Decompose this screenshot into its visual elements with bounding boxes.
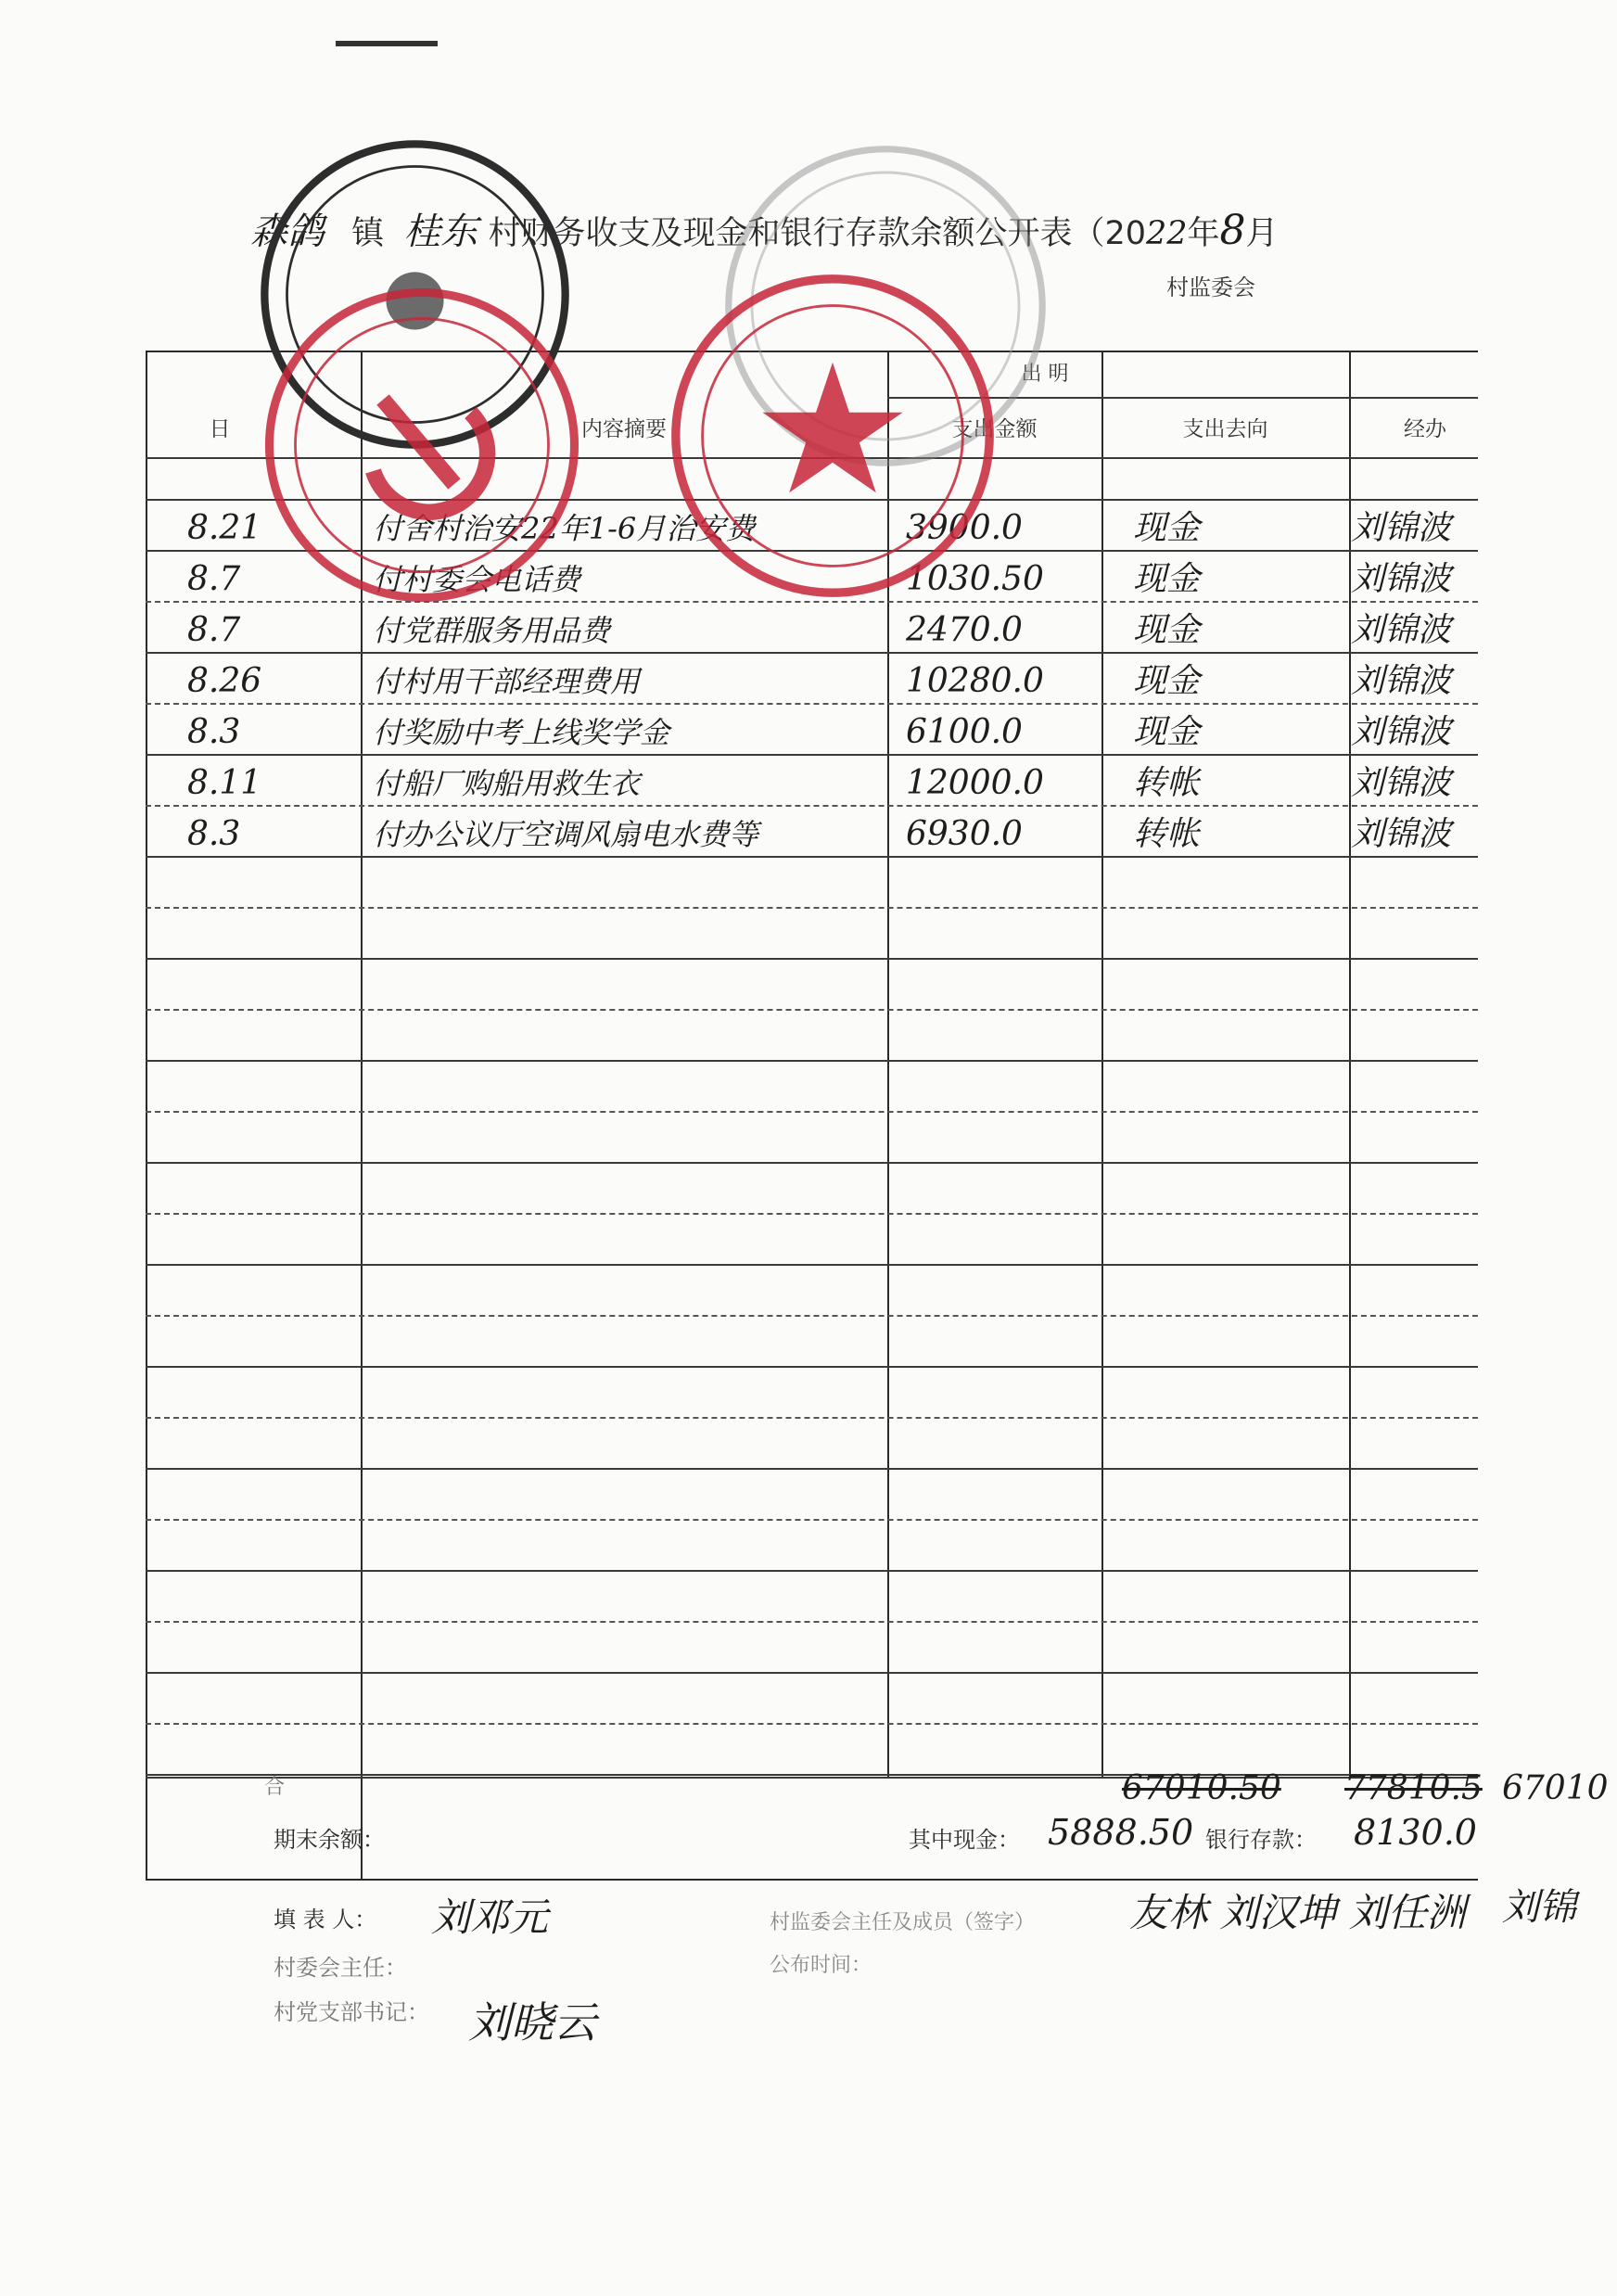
table-cell-amount: 10280.0: [906, 662, 1044, 700]
table-cell-direction: 现金: [1133, 662, 1201, 700]
title-month-suffix: 月: [1245, 215, 1279, 252]
table-cell-content: 付村委会电话费: [373, 562, 581, 597]
table-cell-date: 8.21: [187, 509, 262, 547]
header-date: 日: [209, 417, 231, 441]
table-cell-amount: 3900.0: [906, 509, 1023, 547]
table-cell-content: 付奖励中考上线奖学金: [373, 715, 670, 750]
township-handwritten: 森鸽: [250, 210, 325, 253]
table-cell-date: 8.7: [187, 611, 241, 649]
month-handwritten: 8: [1219, 207, 1246, 254]
supervisor-label: 村监委会: [1166, 274, 1255, 300]
title-year-suffix: 年: [1187, 215, 1220, 252]
header-handler: 经办: [1404, 417, 1446, 441]
table-cell-direction: 转帐: [1133, 764, 1201, 802]
title-zhen: 镇: [351, 215, 385, 252]
table-cell-direction: 现金: [1133, 611, 1201, 649]
preparer-label: 填 表 人：: [274, 1907, 377, 1932]
preparer-signature: 刘邓元: [431, 1894, 549, 1940]
footer-signatures: [269, 1882, 1604, 2068]
table-cell-amount: 1030.50: [906, 560, 1044, 598]
table-cell-content: 付办公议厅空调风扇电水费等: [373, 817, 759, 852]
table-cell-content: 付党群服务用品费: [373, 613, 611, 648]
cash-value: 5888.50: [1048, 1812, 1194, 1853]
table-cell-handler: 刘锦波: [1351, 560, 1452, 598]
table-cell-handler: 刘锦波: [1351, 662, 1452, 700]
party-secretary-signature: 刘晓云: [468, 1997, 596, 2047]
table-cell-date: 8.11: [187, 764, 262, 802]
header-direction: 支出去向: [1182, 417, 1268, 441]
group-header: 出 明: [1021, 363, 1069, 386]
scan-mark: [336, 41, 438, 46]
total-amount-alt1: 77810.5: [1344, 1769, 1483, 1807]
supervisor-member-label: 村监委会主任及成员（签字）: [770, 1911, 1036, 1934]
table-cell-date: 8.3: [187, 815, 241, 853]
village-committee-stamp: [666, 269, 999, 603]
summary-area: [264, 1769, 1609, 1871]
total-label: 合: [264, 1776, 286, 1799]
table-cell-content: 付村用干部经理费用: [373, 664, 641, 699]
table-cell-direction: 现金: [1133, 713, 1201, 751]
bank-label: 银行存款：: [1205, 1827, 1317, 1853]
table-cell-content: 付船厂购船用救生衣: [373, 766, 641, 801]
table-cell-date: 8.26: [187, 662, 262, 700]
bank-value: 8130.0: [1354, 1812, 1477, 1853]
total-amount-alt2: 67010: [1502, 1769, 1609, 1807]
table-cell-handler: 刘锦波: [1351, 611, 1452, 649]
party-secretary-label: 村党支部书记：: [274, 1999, 429, 2025]
table-cell-date: 8.3: [187, 713, 241, 751]
table-cell-amount: 12000.0: [906, 764, 1044, 802]
table-cell-amount: 2470.0: [906, 611, 1023, 649]
village-handwritten: 桂东: [403, 210, 478, 253]
table-cell-amount: 6930.0: [906, 815, 1023, 853]
table-cell-handler: 刘锦波: [1351, 713, 1452, 751]
table-cell-direction: 转帐: [1133, 815, 1201, 853]
year-handwritten: 22: [1145, 215, 1188, 252]
table-cell-handler: 刘锦波: [1351, 815, 1452, 853]
cash-label: 其中现金：: [909, 1827, 1020, 1853]
table-cell-date: 8.7: [187, 560, 241, 598]
total-amount: 67010.50: [1122, 1769, 1281, 1807]
header-amount: 支出金额: [951, 417, 1038, 441]
supervisor-members-signature: 友林 刘汉坤 刘任洲: [1129, 1890, 1466, 1935]
publish-time-label: 公布时间：: [770, 1954, 872, 1977]
table-cell-amount: 6100.0: [906, 713, 1023, 751]
table-cell-handler: 刘锦波: [1351, 764, 1452, 802]
table-cell-direction: 现金: [1133, 560, 1201, 598]
party-committee-stamp: [260, 283, 584, 607]
table-cell-direction: 现金: [1133, 509, 1201, 547]
title-main: 村财务收支及现金和银行存款余额公开表（20: [488, 215, 1146, 252]
supervisor-last-signature: 刘锦: [1502, 1886, 1576, 1929]
table-cell-handler: 刘锦波: [1351, 509, 1452, 547]
header-content: 内容摘要: [581, 417, 667, 441]
committee-director-label: 村委会主任：: [274, 1955, 407, 1981]
table-cell-content: 付舍村治安22年1-6月治安费: [373, 511, 756, 546]
ending-balance-label: 期末余额：: [274, 1827, 385, 1853]
